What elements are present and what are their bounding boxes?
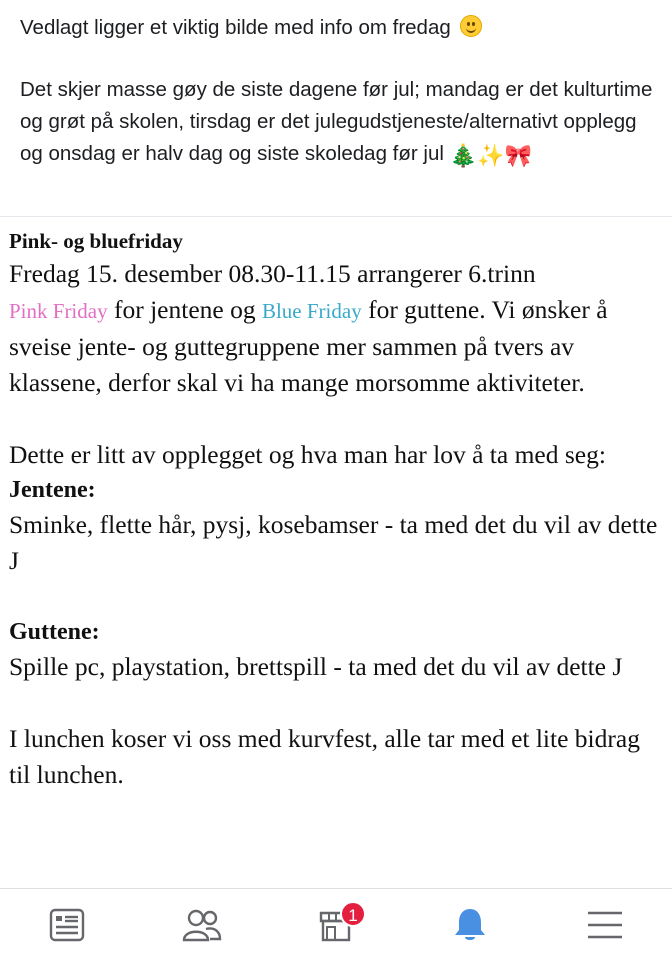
hamburger-menu-icon bbox=[586, 909, 624, 941]
lunch-text: I lunchen koser vi oss med kurvfest, alle tar med et lite bidrag til lunchen. bbox=[9, 724, 640, 789]
marketplace-badge: 1 bbox=[340, 901, 366, 927]
tab-notifications[interactable] bbox=[430, 895, 510, 955]
ribbon-icon: 🎀 bbox=[504, 144, 532, 169]
smiling-face-icon bbox=[460, 15, 482, 37]
tab-news-feed[interactable] bbox=[27, 895, 107, 955]
post-text bbox=[20, 12, 660, 173]
girls-heading: Jentene: bbox=[9, 477, 96, 503]
doc-p1-b: for jentene og bbox=[107, 295, 262, 324]
friends-icon bbox=[182, 907, 222, 943]
girls-text: Sminke, flette hår, pysj, kosebamser - ta med det du vil av dette J bbox=[9, 510, 658, 575]
post-intro-line bbox=[20, 12, 660, 44]
news-feed-icon bbox=[49, 907, 85, 943]
post-intro: Vedlagt ligger et viktig bilde med info om fredag bbox=[20, 16, 451, 39]
boys-heading: Guttene: bbox=[9, 619, 100, 645]
post-paragraph-line bbox=[20, 74, 660, 173]
bottom-tab-bar bbox=[0, 888, 672, 961]
tab-menu[interactable] bbox=[565, 895, 645, 955]
bell-icon bbox=[451, 906, 489, 944]
attached-image-document[interactable] bbox=[9, 222, 664, 793]
blue-friday-label: Blue Friday bbox=[261, 299, 362, 323]
christmas-tree-icon: 🎄 bbox=[449, 144, 478, 169]
boys-text: Spille pc, playstation, brettspill - ta med det du vil av dette J bbox=[9, 652, 623, 681]
post-paragraph: Det skjer masse gøy de siste dagene før jul; mandag er det kulturtime og grøt på skolen, tirsdag er det julegudstjeneste/alternativt opplegg og onsdag er halv dag og siste skoledag før jul bbox=[20, 78, 653, 165]
divider bbox=[0, 216, 672, 217]
doc-p1-c: for guttene. Vi ønsker å sveise jente- og guttegruppene mer sammen på tvers av klassene, derfor skal vi ha mange morsomme aktiviteter. bbox=[9, 295, 608, 397]
tab-marketplace[interactable] bbox=[296, 895, 376, 955]
pink-friday-label: Pink Friday bbox=[9, 299, 108, 323]
sparkles-icon: ✨ bbox=[477, 144, 505, 169]
doc-heading: Pink- og bluefriday bbox=[9, 229, 183, 253]
tab-friends[interactable] bbox=[162, 895, 242, 955]
doc-p1-a: Fredag 15. desember 08.30-11.15 arrangerer 6.trinn bbox=[9, 259, 536, 288]
doc-paragraph-2: Dette er litt av opplegget og hva man har lov å ta med seg: bbox=[9, 440, 606, 469]
doc-paragraph-1 bbox=[9, 256, 664, 401]
